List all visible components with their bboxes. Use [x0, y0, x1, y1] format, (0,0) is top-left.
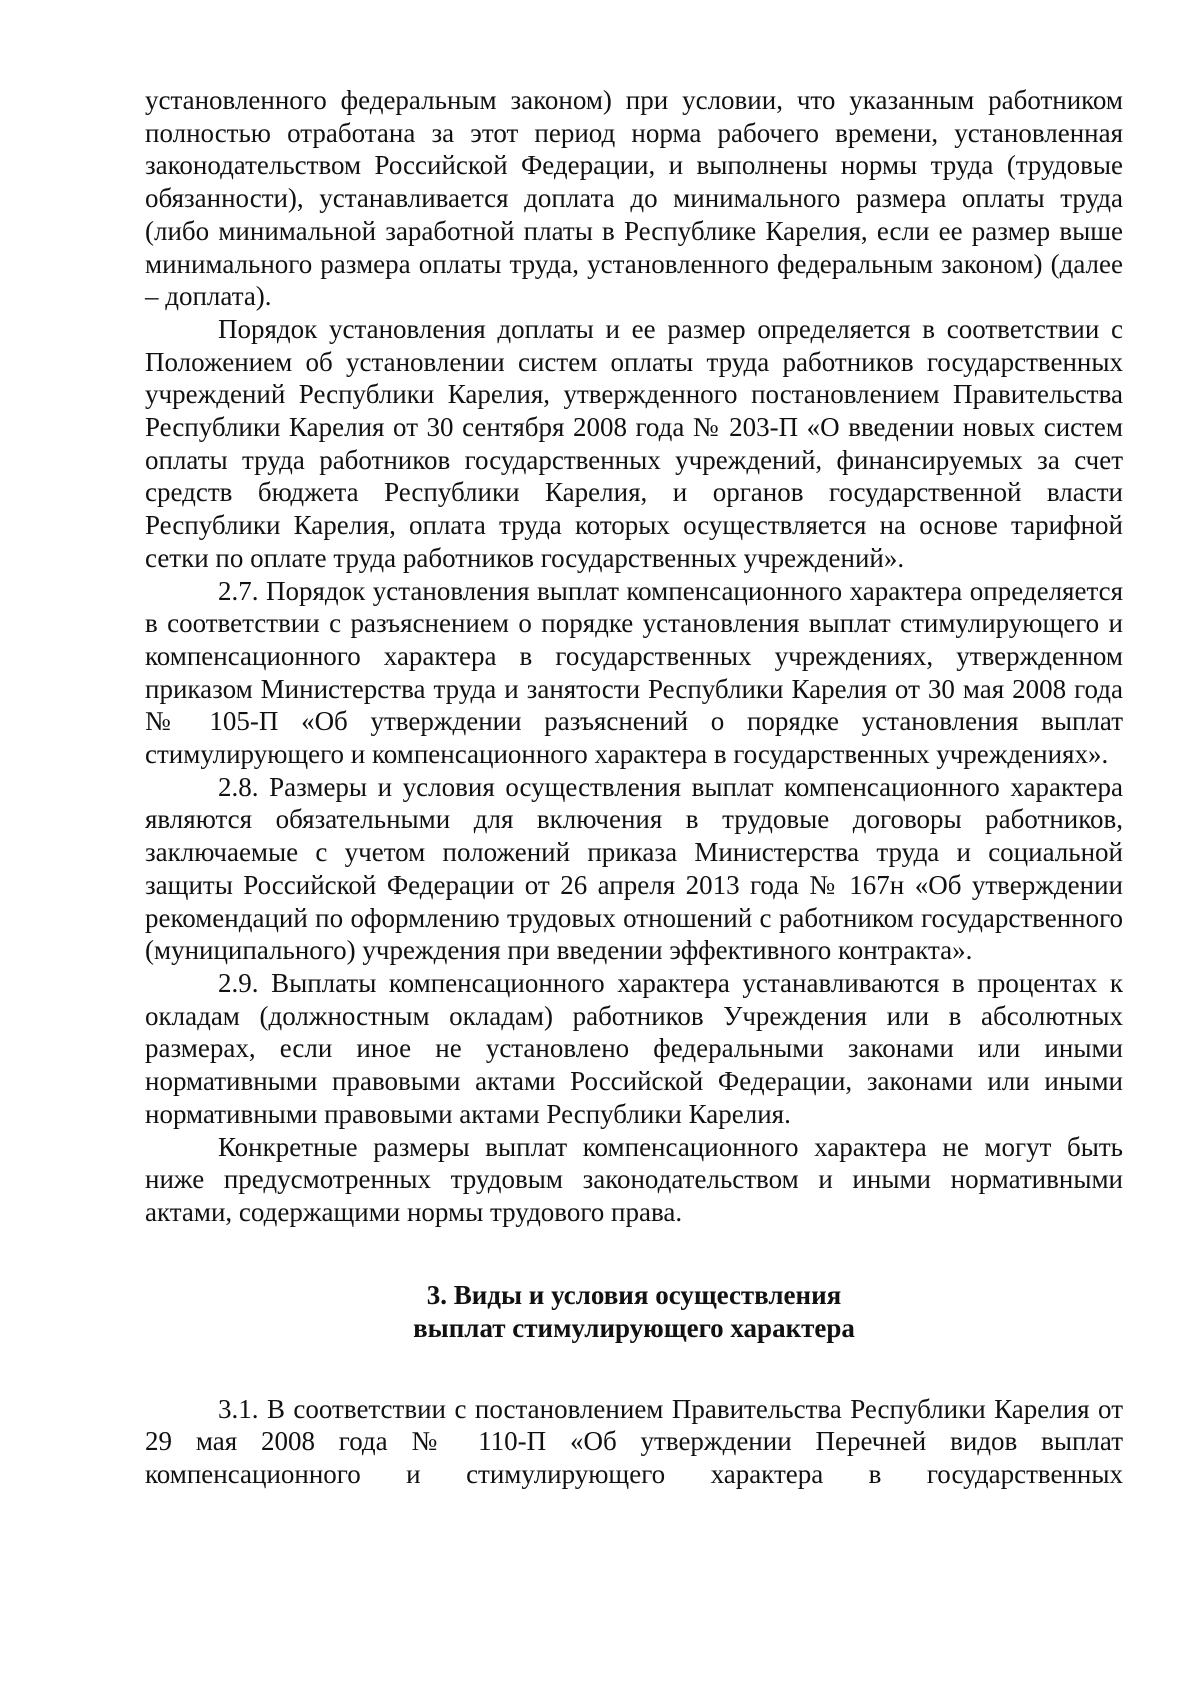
paragraph-continuation: установленного федеральным законом) при условии, что указанным работником полностью отработана за этот период норма рабочего времени, установленная законодательством Российской Федерации, и выполнены нормы труда (трудовые обязанности), устанавливается доплата до минимального размера оплаты труда (либо минимальной заработной платы в Республике Карелия, если ее размер выше минимального размера оплаты труда, установленного федеральным законом) (далее – доплата).: [145, 85, 1123, 312]
paragraph-2-9: 2.9. Выплаты компенсационного характера устанавливаются в процентах к окладам (должностным окладам) работников Учреждения или в абсолютных размерах, если иное не установлено федеральными законами или иными нормативными правовыми актами Российской Федерации, законами или иными нормативными правовыми актами Республики Карелия.: [145, 967, 1123, 1129]
paragraph-payment-order: Порядок установления доплаты и ее размер определяется в соответствии с Положением об установлении систем оплаты труда работников государственных учреждений Республики Карелия, утвержденного постановлением Правительства Республики Карелия от 30 сентября 2008 года № 203-П «О введении новых систем оплаты труда работников государственных учреждений, финансируемых за счет средств бюджета Республики Карелия, и органов государственной власти Республики Карелия, оплата труда которых осуществляется на основе тарифной сетки по оплате труда работников государственных учреждений».: [145, 313, 1123, 573]
section-3-heading-line2: выплат стимулирующего характера: [413, 1312, 855, 1343]
paragraph-2-7: 2.7. Порядок установления выплат компенсационного характера определяется в соответствии с разъяснением о порядке установления выплат стимулирующего и компенсационного характера в государственных учреждениях, утвержденном приказом Министерства труда и занятости Республики Карелия от 30 мая 2008 года № 105-П «Об утверждении разъяснений о порядке установления выплат стимулирующего и компенсационного характера в государственных учреждениях».: [145, 575, 1123, 770]
paragraph-2-8: 2.8. Размеры и условия осуществления выплат компенсационного характера являются обязательными для включения в трудовые договоры работников, заключаемые с учетом положений приказа Министерства труда и социальной защиты Российской Федерации от 26 апреля 2013 года № 167н «Об утверждении рекомендаций по оформлению трудовых отношений с работником государственного (муниципального) учреждения при введении эффективного контракта».: [145, 771, 1123, 966]
paragraph-specific-amounts: Конкретные размеры выплат компенсационного характера не могут быть ниже предусмотренных трудовым законодательством и иными нормативными актами, содержащими нормы трудового права.: [145, 1131, 1123, 1227]
document-body: [145, 84, 1123, 1491]
paragraph-3-1: 3.1. В соответствии с постановлением Правительства Республики Карелия от 29 мая 2008 года № 110-П «Об утверждении Перечней видов выплат компенсационного и стимулирующего характера в государственных: [145, 1393, 1123, 1490]
section-3-heading: [145, 1279, 1123, 1345]
section-3-heading-line1: 3. Виды и условия осуществления: [426, 1279, 842, 1310]
